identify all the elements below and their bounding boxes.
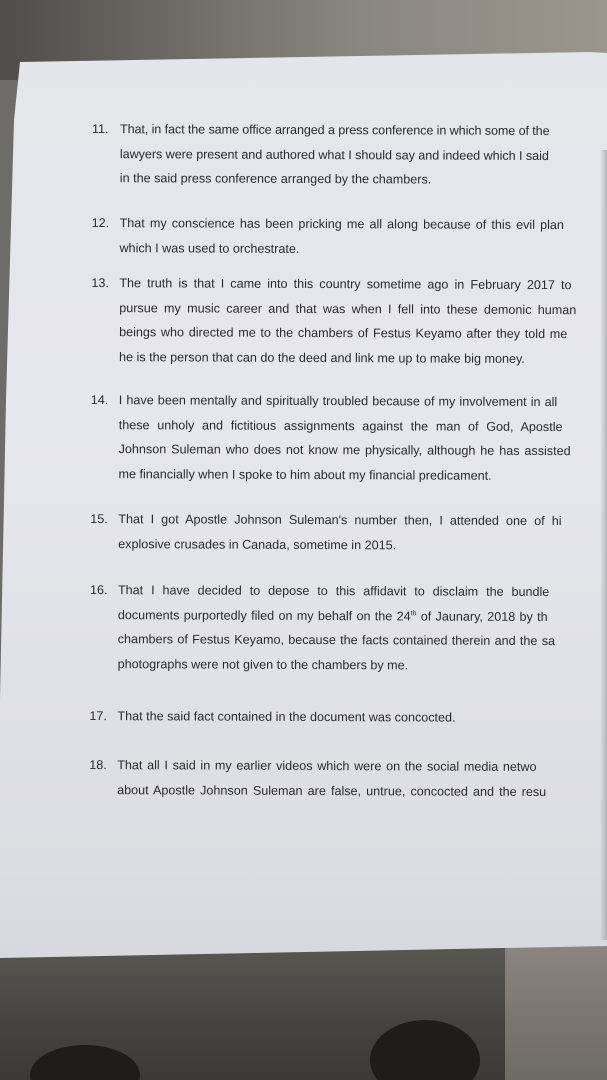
paragraph-15 [90, 507, 607, 558]
paragraph-14 [90, 388, 607, 488]
paragraph-11 [92, 117, 607, 193]
paragraph-line: That I got Apostle Johnson Suleman's number then, I attended one of hi [118, 512, 562, 529]
superscript: th [410, 609, 417, 617]
paragraph-line: That, in fact the same office arranged a press conference in which some of the [119, 122, 550, 139]
paragraph-line-end: of Jaunary, 2018 by th [416, 608, 548, 624]
paragraph-line: That all I said in my earlier videos which were on the social media netwo [117, 758, 537, 774]
paragraph-line: That the said fact contained in the document was concocted. [117, 709, 456, 725]
paragraph-line: That I have decided to depose to this affidavit to disclaim the bundle [117, 583, 550, 600]
paragraph-line: lawyers were present and authored what I should say and indeed which I said [119, 146, 549, 163]
paragraph-line: these unholy and fictitious assignments against the man of God, Apostle [118, 417, 563, 434]
paragraph-line: pursue my music career and that was when I fell into these demonic human [119, 300, 577, 317]
paragraph-line: beings who directed me to the chambers of Festus Keyamo after they told me [119, 325, 568, 342]
paragraph-18 [89, 753, 607, 804]
paragraph-line: he is the person that can do the deed and link me up to make big money. [118, 349, 525, 366]
paragraph-line: chambers of Festus Keyamo, because the facts contained therein and the sa [117, 632, 556, 649]
paragraph-line: which I was used to orchestrate. [119, 240, 300, 256]
paragraph-17 [89, 704, 607, 731]
paragraph-line: photographs were not given to the chambers by me. [117, 656, 409, 672]
paragraph-line: The truth is that I came into this country sometime ago in February 2017 to [119, 276, 572, 293]
paragraph-number: 12. [91, 216, 110, 231]
paragraph-line: explosive crusades in Canada, sometime in 2015. [118, 536, 397, 552]
paragraph-number: 18. [89, 758, 107, 773]
paragraph-number: 11. [91, 122, 109, 137]
paragraph-line: I have been mentally and spiritually troubled because of my involvement in all [118, 393, 558, 410]
paragraph-line: Johnson Suleman who does not know me physically, although he has assisted [118, 442, 571, 459]
paragraph-line: me financially when I spoke to him about my financial predicament. [118, 466, 492, 483]
paragraph-line: about Apostle Johnson Suleman are false, untrue, concocted and the resu [117, 782, 547, 799]
paragraph-13 [91, 271, 607, 371]
paragraph-number: 14. [90, 393, 109, 408]
paragraph-line: That my conscience has been pricking me all along because of this evil plan [119, 216, 564, 233]
paragraph-number: 17. [89, 709, 107, 724]
paragraph-number: 13. [91, 276, 109, 291]
paragraph-line: in the said press conference arranged by the chambers. [119, 171, 432, 187]
paragraph-number: 15. [90, 512, 108, 527]
paragraph-line [118, 603, 607, 630]
paragraph-12 [91, 211, 607, 262]
paragraph-16 [90, 578, 607, 678]
paragraph-number: 16. [89, 583, 108, 598]
paragraph-line-start: documents purportedly filed on my behalf on the 24 [117, 607, 411, 623]
